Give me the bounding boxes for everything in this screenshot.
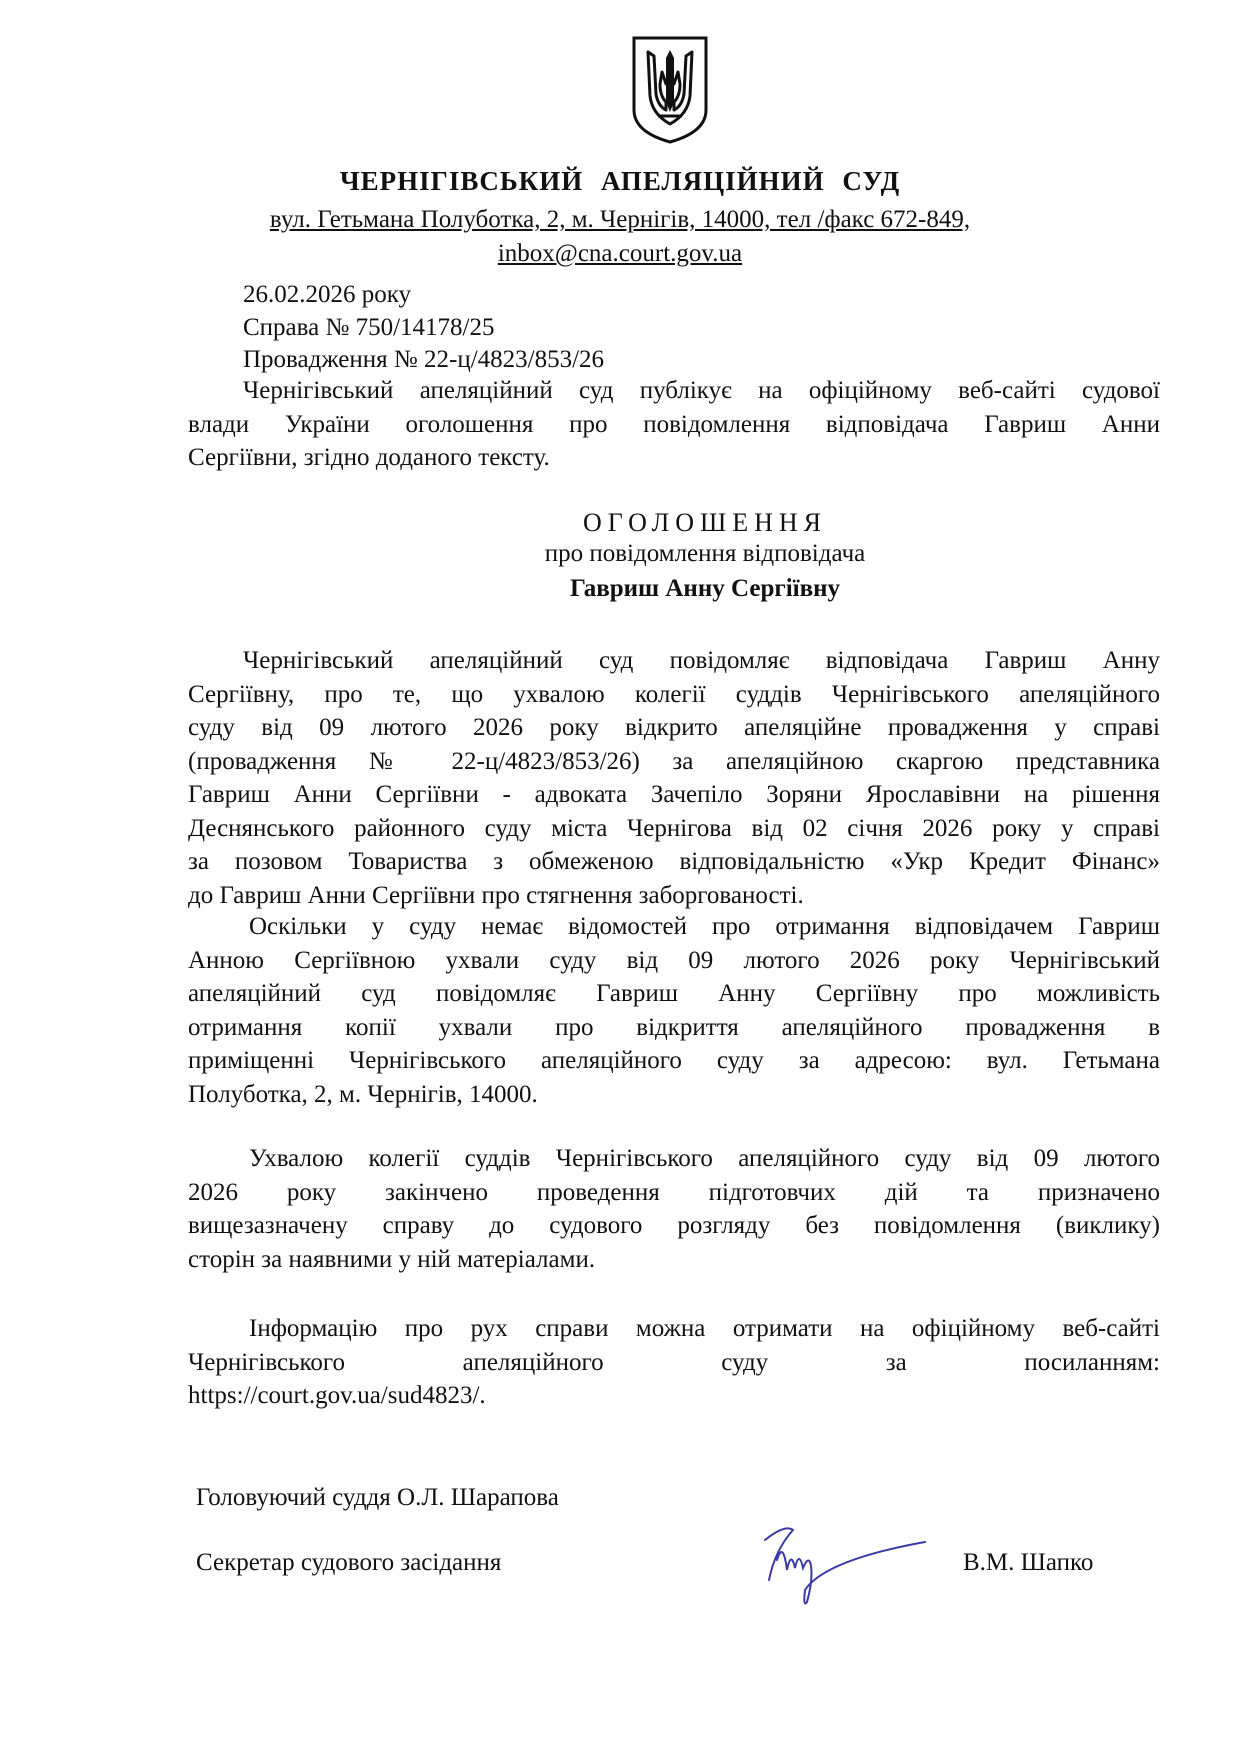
text-line: сторін за наявними у ній матеріалами.	[188, 1245, 596, 1273]
text-line: Деснянського районного суду міста Чернігова від 02 січня 2026 року у справі	[188, 814, 1160, 842]
case-number: Справа № 750/14178/25	[243, 314, 495, 341]
text-line: вищезазначену справу до судового розгляду без повідомлення (виклику)	[188, 1212, 1160, 1239]
text-line: Чернігівський апеляційний суд повідомляє відповідача Гавриш Анну	[243, 647, 1160, 674]
text-line: 2026 року закінчено проведення підготовчих дій та призначено	[188, 1178, 1160, 1206]
text-line: Полуботка, 2, м. Чернігів, 14000.	[188, 1080, 538, 1108]
text-line: Інформацію про рух справи можна отримати на офіційному веб-сайті	[249, 1315, 1160, 1342]
court-name-heading: ЧЕРНІГІВСЬКИЙ АПЕЛЯЦІЙНИЙ СУД	[339, 166, 901, 196]
text-line: влади України оголошення про повідомлення відповідача Гавриш Анни	[188, 410, 1160, 438]
text-line: Оскільки у суду немає відомостей про отримання відповідачем Гавриш	[249, 913, 1160, 940]
text-line: отримання копії ухвали про відкриття апеляційного провадження в	[188, 1013, 1160, 1041]
coat-of-arms-emblem-icon	[628, 32, 712, 146]
announcement-heading: ОГОЛОШЕННЯ	[582, 508, 828, 537]
proceeding-number: Провадження № 22-ц/4823/853/26	[243, 346, 605, 373]
text-line: (провадження № 22-ц/4823/853/26) за апеляційною скаргою представника	[188, 747, 1160, 775]
text-line: Гавриш Анни Сергіївни - адвоката Зачепіло Зоряни Ярославівни на рішення	[188, 781, 1160, 808]
secretary-name: В.М. Шапко	[963, 1549, 1094, 1576]
text-line: апеляційний суд повідомляє Гавриш Анну Сергіївну про можливість	[188, 980, 1160, 1007]
text-line: за позовом Товариства з обмеженою відповідальністю «Укр Кредит Фінанс»	[188, 848, 1160, 875]
text-line: https://court.gov.ua/sud4823/.	[188, 1382, 486, 1409]
text-line: Анною Сергіївною ухвали суду від 09 лютого 2026 року Чернігівський	[188, 946, 1160, 974]
announcement-name: Гавриш Анну Сергіївну	[570, 575, 840, 602]
text-line: суду від 09 лютого 2026 року відкрито апеляційне провадження у справі	[188, 714, 1160, 741]
presiding-judge: Головуючий суддя О.Л. Шарапова	[196, 1484, 559, 1511]
text-line: Чернігівський апеляційний суд публікує на офіційному веб-сайті судової	[243, 377, 1160, 404]
text-line: Сергіївни, згідно доданого тексту.	[188, 444, 550, 471]
text-line: Чернігівського апеляційного суду за посиланням:	[188, 1348, 1160, 1376]
secretary-title: Секретар судового засідання	[196, 1549, 502, 1576]
text-line: до Гавриш Анни Сергіївни про стягнення заборгованості.	[188, 881, 804, 909]
text-line: приміщенні Чернігівського апеляційного суду за адресою: вул. Гетьмана	[188, 1047, 1160, 1074]
handwritten-signature	[755, 1520, 935, 1610]
court-email-link[interactable]: inbox@cna.court.gov.ua	[497, 240, 743, 267]
text-line: Ухвалою колегії суддів Чернігівського апеляційного суду від 09 лютого	[249, 1145, 1160, 1172]
document-date: 26.02.2026 року	[243, 281, 412, 308]
text-line: Сергіївну, про те, що ухвалою колегії суддів Чернігівського апеляційного	[188, 680, 1160, 708]
court-address: вул. Гетьмана Полуботка, 2, м. Чернігів, 14000, тел /факс 672-849,	[269, 206, 971, 233]
announcement-subheading: про повідомлення відповідача	[544, 540, 866, 567]
